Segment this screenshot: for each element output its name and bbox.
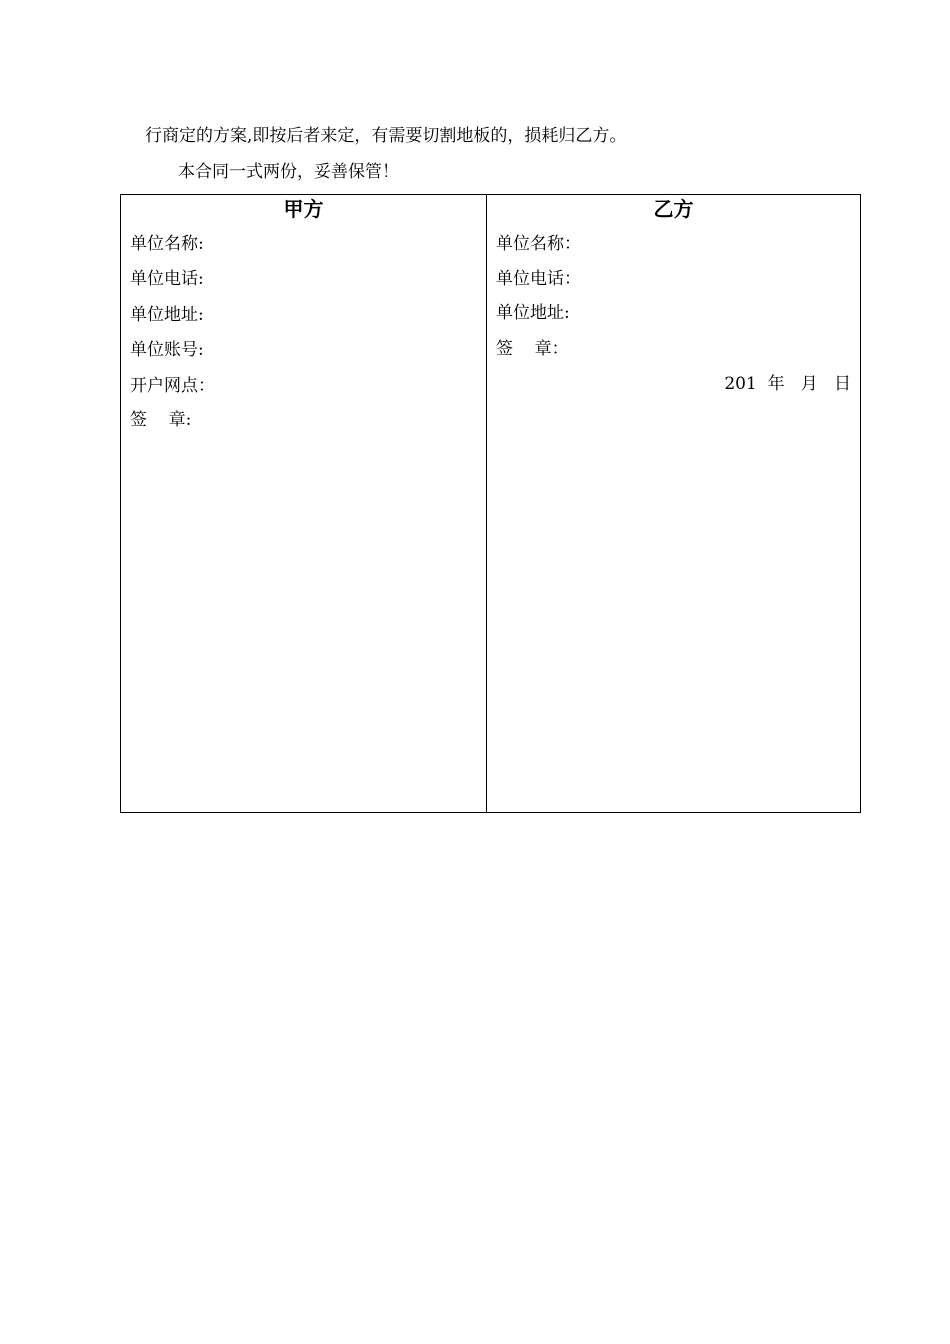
party-a-column (121, 195, 487, 812)
party-a-seal-label: 签 章: (130, 410, 192, 430)
party-b-company-name-label: 单位名称： (496, 234, 581, 254)
body-text-line-2: 本合同一式两份，妥善保管！ (178, 162, 399, 182)
party-b-heading: 乙方 (653, 197, 694, 221)
party-a-phone-label: 单位电话: (130, 269, 204, 289)
party-b-seal-label: 签 章： (496, 339, 569, 359)
party-a-account-label: 单位账号: (130, 340, 204, 360)
body-text-line-1: 行商定的方案,即按后者来定，有需要切割地板的，损耗归乙方。 (145, 126, 627, 146)
signature-table (120, 194, 861, 813)
party-b-address-label: 单位地址: (496, 303, 570, 323)
party-a-heading: 甲方 (283, 197, 324, 221)
party-b-column (487, 195, 860, 812)
party-b-phone-label: 单位电话： (496, 269, 581, 289)
party-a-bank-branch-label: 开户网点： (130, 376, 215, 396)
party-a-company-name-label: 单位名称: (130, 234, 204, 254)
party-b-date-line: 201 年 月 日 (724, 374, 851, 394)
party-a-address-label: 单位地址: (130, 305, 204, 325)
